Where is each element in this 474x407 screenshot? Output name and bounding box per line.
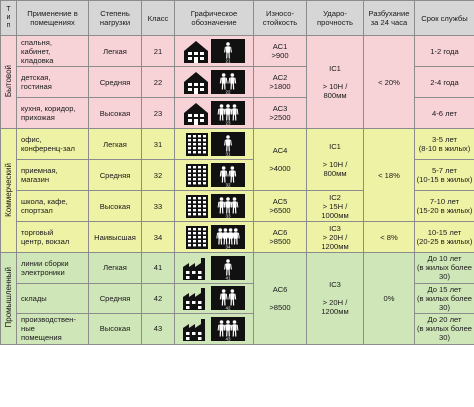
- life-cell: 5-7 лет (10-15 в жилых): [415, 160, 474, 191]
- usage-cell: офис, конференц-зал: [17, 129, 89, 160]
- type-cell-commercial: Коммерческий: [1, 129, 17, 253]
- class-pictogram: [175, 98, 254, 129]
- impact-cell: IC3 > 20Н / 1200мм: [307, 253, 364, 345]
- class-cell: 31: [142, 129, 175, 160]
- load-cell: Легкая: [89, 36, 142, 67]
- house-building-icon: [184, 72, 208, 94]
- people-panel-icon: [211, 317, 245, 341]
- class-cell: 21: [142, 36, 175, 67]
- class-pictogram: [175, 160, 254, 191]
- class-pictogram: [175, 253, 254, 284]
- header-life: Срок службы: [415, 1, 474, 36]
- life-cell: До 15 лет (в жилых более 30): [415, 283, 474, 314]
- pictogram-class-label: 23: [225, 120, 231, 126]
- usage-cell: приемная, магазин: [17, 160, 89, 191]
- table-row: [1, 129, 474, 160]
- type-cell-industrial: Промышленный: [1, 253, 17, 345]
- class-pictogram: [175, 314, 254, 345]
- people-panel-icon: [211, 132, 245, 156]
- pictogram-class-label: 22: [225, 89, 231, 95]
- usage-cell: детская, гостиная: [17, 67, 89, 98]
- life-cell: 10-15 лет (20-25 в жилых): [415, 222, 474, 253]
- swelling-cell: 0%: [364, 253, 415, 345]
- pictogram-class-label: 34: [225, 244, 231, 250]
- table-row: [1, 253, 474, 284]
- life-cell: 4-6 лет: [415, 98, 474, 129]
- class-pictogram: [175, 191, 254, 222]
- wear-cell: АС3 >2500: [254, 98, 307, 129]
- impact-cell: IC3 > 20Н / 1200мм: [307, 222, 364, 253]
- people-panel-icon: [211, 101, 245, 125]
- class-cell: 32: [142, 160, 175, 191]
- class-pictogram: [175, 283, 254, 314]
- usage-cell: производствен- ные помещения: [17, 314, 89, 345]
- class-cell: 33: [142, 191, 175, 222]
- factory-building-icon: [183, 319, 205, 341]
- table-row: [1, 36, 474, 67]
- people-panel-icon: [211, 256, 245, 280]
- class-cell: 23: [142, 98, 175, 129]
- wear-cell: АС6 >8500: [254, 253, 307, 345]
- load-cell: Средняя: [89, 160, 142, 191]
- people-panel-icon: [211, 286, 245, 310]
- office-building-icon: [186, 164, 208, 187]
- usage-cell: торговый центр, вокзал: [17, 222, 89, 253]
- type-cell-household: Бытовой: [1, 36, 17, 129]
- usage-cell: спальня, кабинет, кладовка: [17, 36, 89, 67]
- people-panel-icon: [211, 194, 245, 218]
- life-cell: 7-10 лет (15-20 в жилых): [415, 191, 474, 222]
- class-pictogram: [175, 36, 254, 67]
- swelling-cell: < 20%: [364, 36, 415, 129]
- factory-building-icon: [183, 288, 205, 310]
- table-row: [1, 222, 474, 253]
- class-cell: 43: [142, 314, 175, 345]
- pictogram-class-label: 31: [225, 151, 231, 157]
- pictogram-class-label: 41: [225, 275, 231, 281]
- impact-cell: IC1 > 10Н / 800мм: [307, 36, 364, 129]
- people-panel-icon: [211, 39, 245, 63]
- house-building-icon: [184, 41, 208, 63]
- header-usage: Применение в помещениях: [17, 1, 89, 36]
- pictogram-class-label: 43: [225, 336, 231, 342]
- class-cell: 41: [142, 253, 175, 284]
- house-building-icon: [184, 103, 208, 125]
- wear-cell: АС4 >4000: [254, 129, 307, 191]
- usage-cell: склады: [17, 283, 89, 314]
- load-cell: Высокая: [89, 191, 142, 222]
- people-panel-icon: [211, 225, 245, 249]
- header-row: [1, 1, 474, 36]
- swelling-cell: < 18%: [364, 129, 415, 222]
- load-cell: Легкая: [89, 253, 142, 284]
- header-wear: Износо- стойкость: [254, 1, 307, 36]
- header-impact: Ударо- прочность: [307, 1, 364, 36]
- wear-cell: АС6 >8500: [254, 222, 307, 253]
- life-cell: 3-5 лет (8-10 в жилых): [415, 129, 474, 160]
- class-pictogram: [175, 129, 254, 160]
- wear-cell: АС5 >6500: [254, 191, 307, 222]
- life-cell: До 10 лет (в жилых более 30): [415, 253, 474, 284]
- load-cell: Средняя: [89, 67, 142, 98]
- load-cell: Высокая: [89, 98, 142, 129]
- header-load: Степень нагрузки: [89, 1, 142, 36]
- factory-building-icon: [183, 258, 205, 280]
- life-cell: 1-2 года: [415, 36, 474, 67]
- class-cell: 22: [142, 67, 175, 98]
- wear-cell: АС1 >900: [254, 36, 307, 67]
- class-pictogram: [175, 67, 254, 98]
- pictogram-class-label: 42: [225, 305, 231, 311]
- impact-cell: IC2 > 15Н / 1000мм: [307, 191, 364, 222]
- class-cell: 42: [142, 283, 175, 314]
- life-cell: 2-4 года: [415, 67, 474, 98]
- wear-cell: АС2 >1800: [254, 67, 307, 98]
- people-panel-icon: [211, 70, 245, 94]
- swelling-cell: < 8%: [364, 222, 415, 253]
- usage-cell: школа, кафе, спортзал: [17, 191, 89, 222]
- usage-cell: кухня, коридор, прихожая: [17, 98, 89, 129]
- pictogram-class-label: 32: [225, 182, 231, 188]
- header-swelling: Разбухание за 24 часа: [364, 1, 415, 36]
- header-graphic: Графическое обозначение: [175, 1, 254, 36]
- office-building-icon: [186, 226, 208, 249]
- impact-cell: IC1 > 10Н / 800мм: [307, 129, 364, 191]
- class-pictogram: [175, 222, 254, 253]
- load-cell: Высокая: [89, 314, 142, 345]
- class-cell: 34: [142, 222, 175, 253]
- load-cell: Наивысшая: [89, 222, 142, 253]
- load-cell: Легкая: [89, 129, 142, 160]
- header-class: Класс: [142, 1, 175, 36]
- usage-cell: линии сборки электроники: [17, 253, 89, 284]
- pictogram-class-label: 33: [225, 213, 231, 219]
- office-building-icon: [186, 195, 208, 218]
- people-panel-icon: [211, 163, 245, 187]
- office-building-icon: [186, 133, 208, 156]
- load-cell: Средняя: [89, 283, 142, 314]
- header-type: Т и п: [1, 1, 17, 36]
- pictogram-class-label: 21: [225, 58, 231, 64]
- life-cell: До 20 лет (в жилых более 30): [415, 314, 474, 345]
